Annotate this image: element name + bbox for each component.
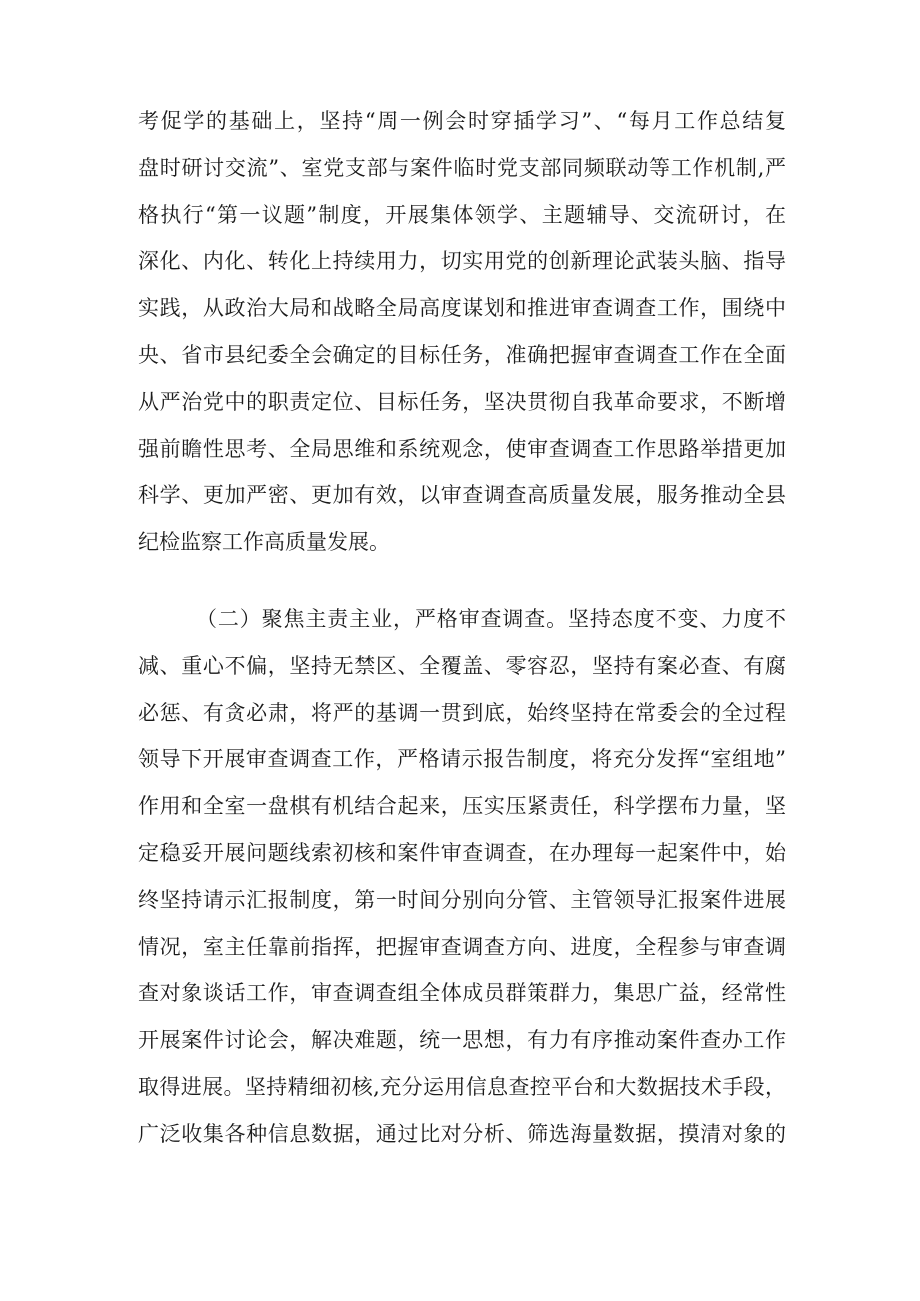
text-line: 减、重心不偏，坚持无禁区、全覆盖、零容忍，坚持有案必查、有腐 <box>138 653 786 678</box>
paragraph-1 <box>138 98 786 566</box>
text-line: 盘时研讨交流”、室党支部与案件临时党支部同频联动等工作机制,严 <box>138 155 786 180</box>
document-body <box>138 98 786 1158</box>
text-line: 深化、内化、转化上持续用力，切实用党的创新理论武装头脑、指导 <box>138 249 786 274</box>
text-line: （二）聚焦主责主业，严格审查调查。坚持态度不变、力度不 <box>196 606 786 631</box>
text-line: 强前瞻性思考、全局思维和系统观念，使审查调查工作思路举措更加 <box>138 436 786 461</box>
text-line: 终坚持请示汇报制度，第一时间分别向分管、主管领导汇报案件进展 <box>138 887 786 912</box>
text-line: 取得进展。坚持精细初核,充分运用信息查控平台和大数据技术手段， <box>138 1074 786 1099</box>
text-line: 格执行“第一议题”制度，开展集体领学、主题辅导、交流研讨，在 <box>138 202 786 227</box>
text-line: 考促学的基础上，坚持“周一例会时穿插学习”、“每月工作总结复 <box>138 109 786 133</box>
paragraph-2 <box>138 596 786 1158</box>
text-line: 科学、更加严密、更加有效，以审查调查高质量发展，服务推动全县 <box>138 483 786 508</box>
text-line: 作用和全室一盘棋有机结合起来，压实压紧责任，科学摆布力量，坚 <box>138 794 786 819</box>
text-line: 从严治党中的职责定位、目标任务，坚决贯彻自我革命要求，不断增 <box>138 389 786 414</box>
text-line: 央、省市县纪委全会确定的目标任务，准确把握审查调查工作在全面 <box>138 342 786 367</box>
text-line: 情况，室主任靠前指挥，把握审查调查方向、进度，全程参与审查调 <box>138 934 786 959</box>
text-line: 实践，从政治大局和战略全局高度谋划和推进审查调查工作，围绕中 <box>138 296 786 321</box>
text-line: 开展案件讨论会，解决难题，统一思想，有力有序推动案件查办工作 <box>138 1028 786 1053</box>
text-line: 广泛收集各种信息数据，通过比对分析、筛选海量数据，摸清对象的 <box>138 1121 786 1146</box>
text-line: 必惩、有贪必肃，将严的基调一贯到底，始终坚持在常委会的全过程 <box>138 700 786 725</box>
text-line: 查对象谈话工作，审查调查组全体成员群策群力，集思广益，经常性 <box>138 981 786 1006</box>
text-line: 定稳妥开展问题线索初核和案件审查调查，在办理每一起案件中，始 <box>138 840 786 865</box>
paragraph-spacing <box>138 566 786 596</box>
text-line: 纪检监察工作高质量发展。 <box>138 530 390 555</box>
text-line: 领导下开展审查调查工作，严格请示报告制度，将充分发挥“室组地” <box>138 747 786 772</box>
